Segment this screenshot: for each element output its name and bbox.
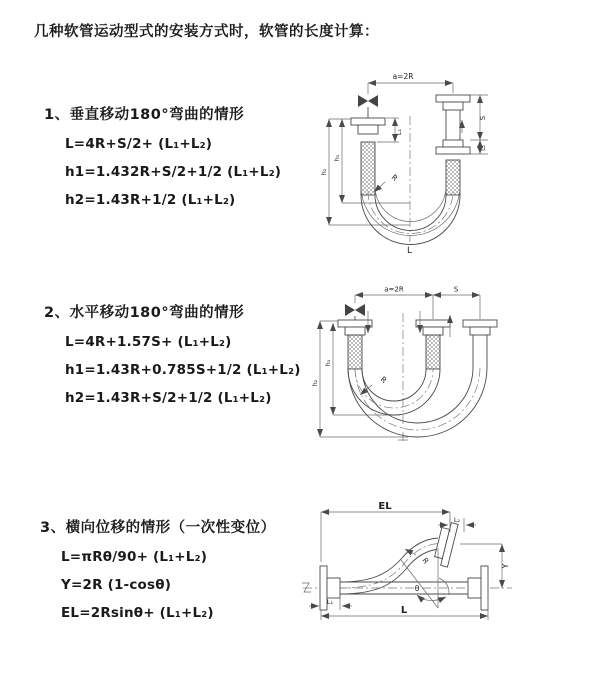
flange — [436, 95, 470, 102]
flange-hub — [470, 327, 490, 335]
hose-u-bend — [361, 186, 460, 245]
flange-hub — [423, 327, 443, 335]
dim-label-r: R — [389, 172, 400, 183]
section-lateral-displacement — [40, 516, 276, 633]
formula-h1: h1=1.432R+S/2+1/2 (L₁+L₂) — [65, 164, 282, 180]
dim-label-l1: L₁ — [326, 598, 334, 606]
dim-label-l: L — [400, 605, 408, 616]
dim-label-r: R — [420, 555, 431, 566]
flange — [351, 118, 385, 125]
dim-label-h2: h₂ — [320, 168, 328, 176]
formula-length: L=πRθ/90+ (L₁+L₂) — [61, 549, 208, 565]
flange-hub — [443, 102, 463, 110]
section-vertical-movement — [44, 103, 281, 220]
formula-h1: h1=1.43R+0.785S+1/2 (L₁+L₂) — [65, 362, 301, 378]
dim-label-a2r: a=2R — [392, 72, 414, 81]
diagram-lateral-displacement — [300, 498, 600, 663]
formula-h2: h2=1.43R+1/2 (L₁+L₂) — [65, 192, 236, 208]
braided-hose — [361, 142, 375, 195]
diagram-horizontal-180-bend — [308, 283, 593, 463]
flange — [416, 320, 450, 327]
braided-hose — [446, 160, 460, 195]
section-horizontal-movement — [44, 301, 301, 418]
formula-h2: h2=1.43R+S/2+1/2 (L₁+L₂) — [65, 390, 272, 406]
dim-label-a2r: a=2R — [384, 285, 404, 294]
flange-hub — [327, 578, 340, 598]
braided-hose — [348, 335, 362, 369]
flange-hub — [468, 578, 481, 598]
braided-hose — [426, 335, 440, 369]
section-3-heading: 3、横向位移的情形（一次性变位） — [40, 520, 276, 536]
dim-label-s: S — [453, 285, 459, 294]
dim-label-el: EL — [378, 501, 392, 512]
formula-y: Y=2R (1-cosθ) — [61, 577, 172, 593]
dim-label-l: L — [407, 246, 413, 256]
formula-length: L=4R+1.57S+ (L₁+L₂) — [65, 334, 232, 350]
dim-label-r: R — [378, 374, 389, 385]
hose-u-bend — [348, 368, 487, 438]
hose-s-curve — [340, 538, 440, 594]
flange-hub — [345, 327, 365, 335]
dim-label-y: Y — [501, 563, 510, 569]
section-1-heading: 1、垂直移动180°弯曲的情形 — [44, 107, 245, 123]
page-title: 几种软管运动型式的安装方式时，软管的长度计算： — [34, 24, 379, 40]
dim-label-h1: h₁ — [333, 154, 341, 162]
break-mark — [302, 583, 311, 592]
flange — [481, 566, 488, 610]
section-2-heading: 2、水平移动180°弯曲的情形 — [44, 305, 245, 321]
formula-el: EL=2Rsinθ+ (L₁+L₂) — [61, 605, 214, 621]
flange — [338, 320, 372, 327]
dim-label-h1: h₁ — [324, 359, 332, 367]
valve-icon — [345, 304, 365, 320]
dim-label-l1: L₁ — [395, 128, 403, 136]
flange-hub — [358, 125, 378, 134]
diagram-vertical-180-bend — [315, 70, 585, 260]
dim-label-l2: L₂ — [480, 145, 487, 151]
dim-label-s: S — [479, 115, 487, 121]
dim-label-theta: θ — [414, 584, 420, 593]
flange-hub — [443, 140, 463, 147]
dim-label-h2: h₂ — [311, 379, 319, 387]
flange — [463, 320, 497, 327]
valve-icon — [358, 95, 378, 118]
formula-length: L=4R+S/2+ (L₁+L₂) — [65, 136, 213, 152]
flange — [436, 147, 470, 154]
dim-label-l2: L₂ — [453, 516, 461, 524]
